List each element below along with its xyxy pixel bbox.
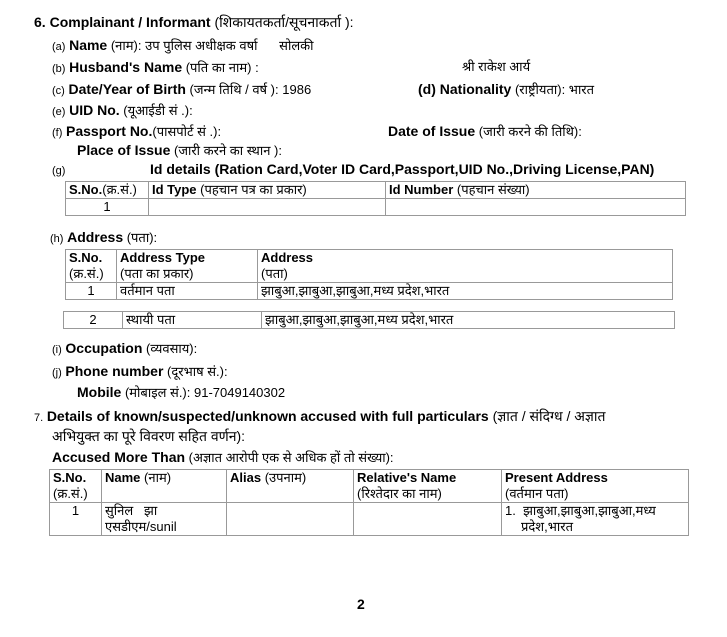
field-date-of-issue — [388, 123, 582, 140]
cell-alias — [227, 503, 354, 536]
field-uid-label-hindi: (यूआईडी सं .): — [119, 103, 193, 118]
field-g-label: (g) — [52, 165, 66, 177]
col-sno: S.No. (क्र.सं.) — [66, 250, 117, 283]
field-phone — [52, 363, 228, 381]
field-dob-label-hindi: (जन्म तिथि / वर्ष ): — [185, 82, 279, 97]
field-passport — [52, 123, 221, 141]
cell-address-type: स्थायी पता — [123, 312, 262, 329]
cell-name-line2: एसडीएम/sunil — [105, 519, 177, 534]
cell-address: झाबुआ,झाबुआ,झाबुआ,मध्य प्रदेश,भारत — [262, 312, 675, 329]
cell-sno: 2 — [64, 312, 123, 329]
field-dob-value: 1986 — [278, 82, 312, 97]
page-number: 2 — [357, 596, 365, 612]
section-7-title-hindi: (ज्ञात / संदिग्ध / अज्ञात — [488, 408, 606, 424]
table-header-row — [50, 470, 689, 503]
section-7-number: 7. — [34, 412, 44, 424]
field-uid-label: UID No. — [69, 102, 120, 118]
field-husband-name-label-hindi: (पति का नाम) : — [182, 60, 259, 75]
col-address-type: Address Type (पता का प्रकार) — [117, 250, 258, 283]
field-c-label: (c) — [52, 85, 65, 97]
cell-sno: 1 — [66, 283, 117, 300]
field-doi-label-hindi: (जारी करने की तिथि): — [475, 124, 582, 139]
cell-sno: 1 — [66, 199, 149, 216]
field-address-label-hindi: (पता): — [123, 230, 158, 245]
table-header-row — [66, 182, 686, 199]
field-i-label: (i) — [52, 344, 62, 356]
address-table-row-2 — [63, 311, 675, 329]
field-occupation-label-hindi: (व्यवसाय): — [142, 341, 198, 356]
cell-address-line2: प्रदेश,भारत — [521, 519, 573, 534]
field-occupation-label: Occupation — [65, 340, 143, 356]
col-sno: S.No. (क्र.सं.) — [50, 470, 102, 503]
col-present-address: Present Address (वर्तमान पता) — [502, 470, 689, 503]
field-nationality-label: (d) Nationality — [418, 81, 512, 97]
field-b-label: (b) — [52, 63, 66, 75]
section-7-title-hindi-cont: अभियुक्त का पूरे विवरण सहित वर्णन): — [52, 428, 246, 444]
field-phone-label-hindi: (दूरभाष सं.): — [163, 364, 228, 379]
accused-more-than-label: Accused More Than — [52, 449, 186, 465]
accused-table — [49, 469, 689, 536]
field-mobile-label-hindi: (मोबाइल सं.): — [121, 385, 191, 400]
field-passport-label-hindi: (पासपोर्ट सं .): — [152, 124, 222, 139]
accused-more-than — [52, 449, 394, 466]
cell-id-number — [386, 199, 686, 216]
address-table — [65, 249, 673, 300]
field-husband-name — [52, 59, 259, 77]
cell-name-line1: सुनिल झा — [105, 503, 158, 518]
section-6-title-hindi: (शिकायतकर्ता/सूचनाकर्ता ): — [210, 14, 354, 30]
table-row — [66, 283, 673, 300]
field-poi-label-hindi: (जारी करने का स्थान ): — [170, 143, 282, 158]
cell-name — [102, 503, 227, 536]
field-mobile — [77, 384, 285, 401]
field-e-label: (e) — [52, 106, 66, 118]
cell-sno: 1 — [50, 503, 102, 536]
field-doi-label: Date of Issue — [388, 123, 476, 139]
col-id-type: Id Type (पहचान पत्र का प्रकार) — [149, 182, 386, 199]
field-name-value: उप पुलिस अधीक्षक वर्षा सोलकी — [145, 38, 314, 53]
table-header-row — [66, 250, 673, 283]
accused-more-than-hindi: (अज्ञात आरोपी एक से अधिक हों तो संख्या): — [185, 450, 394, 465]
col-sno: S.No.(क्र.सं.) — [66, 182, 149, 199]
field-passport-label: Passport No. — [66, 123, 153, 139]
section-7-heading — [34, 408, 606, 426]
cell-id-type — [149, 199, 386, 216]
field-address — [50, 229, 157, 247]
table-row — [66, 199, 686, 216]
cell-relative-name — [354, 503, 502, 536]
field-phone-label: Phone number — [65, 363, 164, 379]
cell-address-type: वर्तमान पता — [117, 283, 258, 300]
field-address-label: Address — [67, 229, 124, 245]
section-6-title: Complainant / Informant — [49, 14, 211, 30]
field-husband-name-value: श्री राकेश आर्य — [462, 59, 531, 74]
cell-present-address — [502, 503, 689, 536]
field-mobile-value: 91-7049140302 — [190, 385, 286, 400]
col-address: Address (पता) — [258, 250, 673, 283]
id-details-title: Id details (Ration Card,Voter ID Card,Passport,UID No.,Driving License,PAN) — [150, 161, 655, 177]
field-occupation — [52, 340, 197, 358]
field-j-label: (j) — [52, 367, 62, 379]
field-name-label-hindi: (नाम): — [107, 38, 142, 53]
section-6-heading — [34, 14, 354, 30]
table-row — [50, 503, 689, 536]
field-nationality — [418, 81, 594, 98]
field-uid — [52, 102, 193, 120]
field-mobile-label: Mobile — [77, 384, 122, 400]
field-nationality-value: भारत — [565, 82, 595, 97]
field-date-of-birth — [52, 81, 311, 99]
field-nationality-label-hindi: (राष्ट्रीयता): — [511, 82, 566, 97]
field-husband-name-label: Husband's Name — [69, 59, 183, 75]
col-name: Name (नाम) — [102, 470, 227, 503]
field-name — [52, 37, 314, 55]
field-h-label: (h) — [50, 233, 64, 245]
field-a-label: (a) — [52, 41, 66, 53]
field-f-label: (f) — [52, 127, 63, 139]
col-alias: Alias (उपनाम) — [227, 470, 354, 503]
field-name-label: Name — [69, 37, 108, 53]
col-relative-name: Relative's Name (रिश्तेदार का नाम) — [354, 470, 502, 503]
section-7-title: Details of known/suspected/unknown accused with full particulars — [46, 408, 489, 424]
field-poi-label: Place of Issue — [77, 142, 171, 158]
field-dob-label: Date/Year of Birth — [68, 81, 186, 97]
field-place-of-issue — [77, 142, 282, 159]
cell-address: झाबुआ,झाबुआ,झाबुआ,मध्य प्रदेश,भारत — [258, 283, 673, 300]
cell-address-line1: 1. झाबुआ,झाबुआ,झाबुआ,मध्य — [505, 503, 656, 518]
table-row — [64, 312, 675, 329]
section-6-number: 6. — [34, 14, 46, 30]
col-id-number: Id Number (पहचान संख्या) — [386, 182, 686, 199]
id-details-table — [65, 181, 686, 216]
